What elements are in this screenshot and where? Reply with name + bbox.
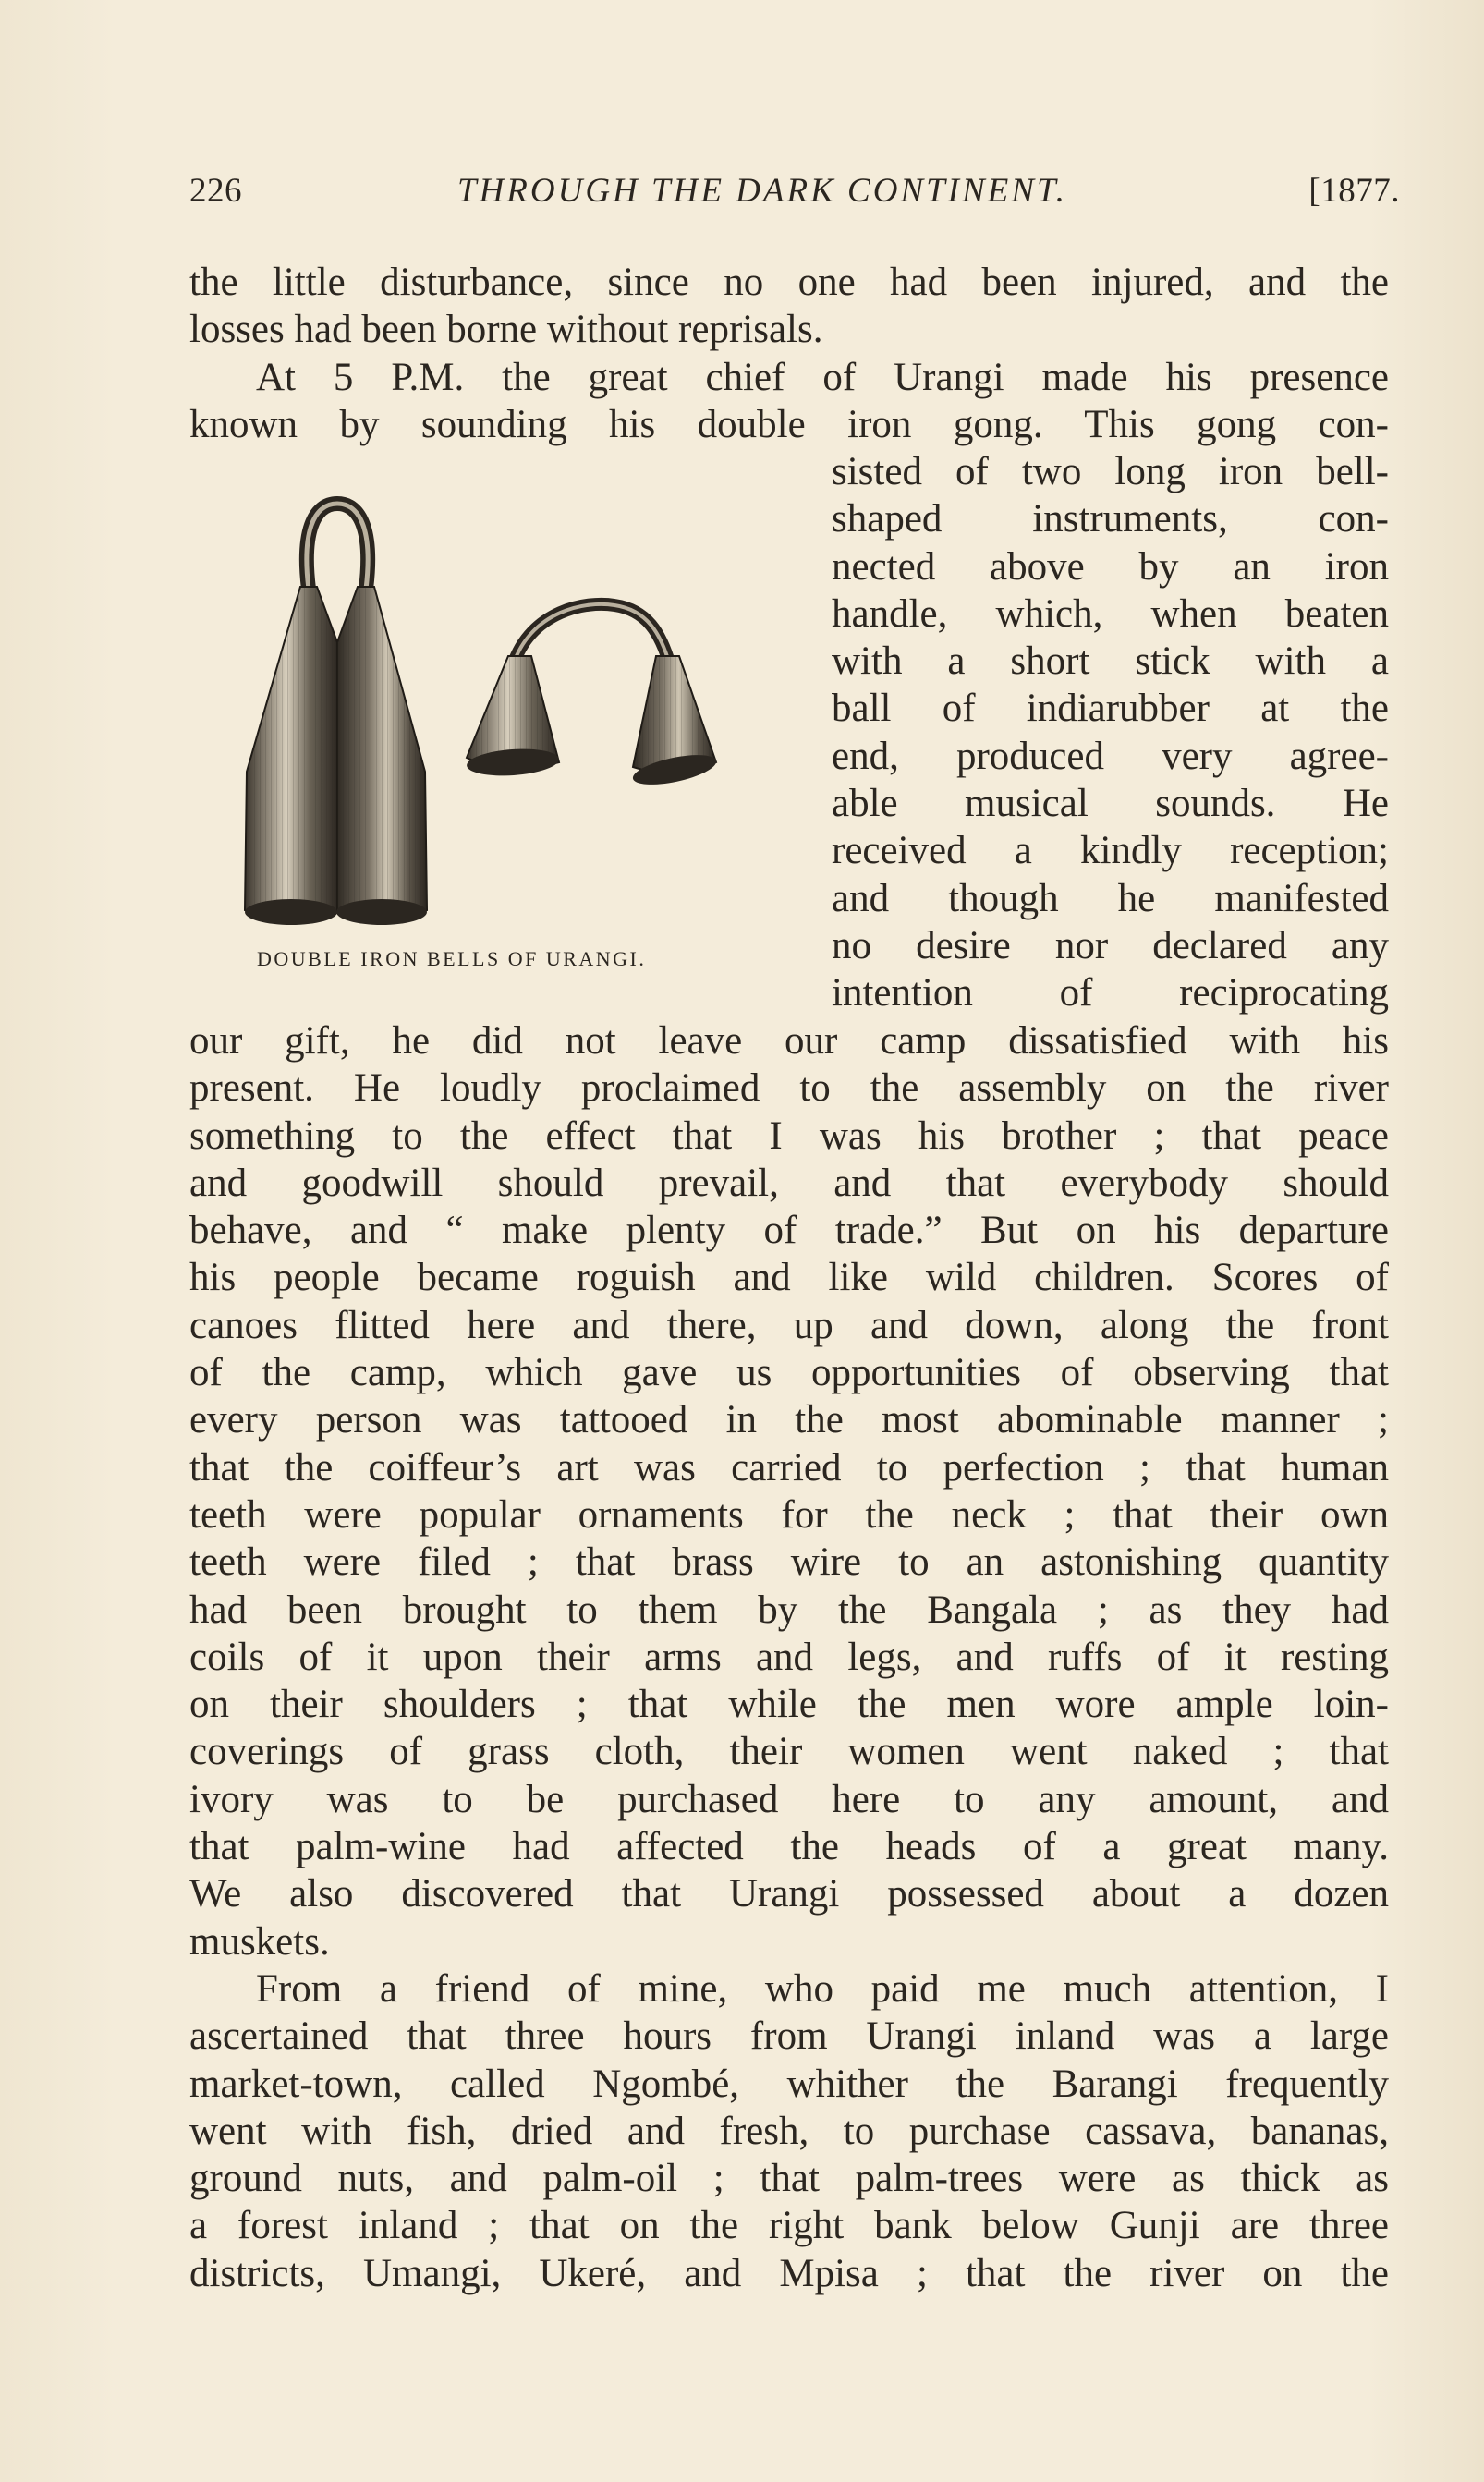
- text-line: muskets.: [189, 1919, 330, 1964]
- text-line: ivory was to be purchased here to any amount, and: [189, 1777, 1389, 1821]
- text-line: coils of it upon their arms and legs, and ruffs of it resting: [189, 1635, 1389, 1679]
- text-line: intention of reciprocating: [832, 971, 1389, 1016]
- text-line: every person was tattooed in the most abominable manner ;: [189, 1398, 1389, 1442]
- text-line: present. He loudly proclaimed to the assembly on the river: [189, 1066, 1389, 1111]
- text-line: and though he manifested: [832, 876, 1389, 920]
- text-line: districts, Umangi, Ukeré, and Mpisa ; that the river on the: [189, 2251, 1389, 2295]
- text-line: of the camp, which gave us opportunities of observing that: [189, 1351, 1389, 1395]
- bells-illustration: [199, 494, 809, 938]
- text-line: with a short stick with a: [832, 639, 1389, 684]
- body-text-beside-figure: [832, 448, 1389, 1017]
- figure-caption: DOUBLE IRON BELLS OF URANGI.: [257, 947, 647, 970]
- text-line: sisted of two long iron bell-: [832, 450, 1389, 493]
- text-line: and goodwill should prevail, and that everybody should: [189, 1161, 1389, 1205]
- text-line: that the coiffeur’s art was carried to perfection ; that human: [189, 1445, 1389, 1490]
- text-line: ball of indiarubber at the: [832, 687, 1389, 731]
- text-line: handle, which, when beaten: [832, 591, 1389, 636]
- text-line: We also discovered that Urangi possessed about a dozen: [189, 1872, 1389, 1916]
- running-title: THROUGH THE DARK CONTINENT.: [457, 172, 1068, 210]
- text-line: something to the effect that I was his brother ; that peace: [189, 1113, 1389, 1158]
- text-line: At 5 P.M. the great chief of Urangi made his presence: [256, 355, 1389, 399]
- upright-bell-pair: [245, 504, 427, 925]
- text-line: known by sounding his double iron gong. This gong con-: [189, 402, 1389, 446]
- text-line: losses had been borne without reprisals.: [189, 308, 823, 352]
- text-line: ascertained that three hours from Urangi inland was a large: [189, 2014, 1389, 2059]
- text-line: no desire nor declared any: [832, 923, 1389, 967]
- lying-bell-pair: [466, 604, 719, 790]
- text-line: a forest inland ; that on the right bank below Gunji are three: [189, 2204, 1389, 2248]
- text-line: teeth were popular ornaments for the neck ; that their own: [189, 1492, 1389, 1537]
- text-line: canoes flitted here and there, up and down, along the front: [189, 1303, 1389, 1347]
- text-line: that palm-wine had affected the heads of a great many.: [189, 1825, 1389, 1869]
- text-line: From a friend of mine, who paid me much attention, I: [256, 1966, 1389, 2011]
- text-line: his people became roguish and like wild children. Scores of: [189, 1256, 1389, 1300]
- body-text-bottom: [189, 1017, 1389, 2297]
- text-line: the little disturbance, since no one had been injured, and the: [189, 261, 1389, 304]
- text-line: behave, and “ make plenty of trade.” But on his departure: [189, 1209, 1389, 1253]
- double-iron-bells-image: [199, 494, 809, 938]
- text-line: ground nuts, and palm-oil ; that palm-trees were as thick as: [189, 2157, 1389, 2201]
- text-line: coverings of grass cloth, their women went naked ; that: [189, 1730, 1389, 1774]
- header-year: [1877.: [1308, 172, 1400, 210]
- text-line: end, produced very agree-: [832, 734, 1389, 778]
- text-line: shaped instruments, con-: [832, 497, 1389, 541]
- text-line: received a kindly reception;: [832, 829, 1389, 873]
- body-text-top: [189, 259, 1389, 448]
- text-line: had been brought to them by the Bangala ; as they had: [189, 1588, 1389, 1632]
- text-line: teeth were filed ; that brass wire to an astonishing quantity: [189, 1540, 1389, 1585]
- text-line: nected above by an iron: [832, 544, 1389, 589]
- running-header: [189, 171, 1400, 213]
- text-line: went with fish, dried and fresh, to purchase cassava, bananas,: [189, 2109, 1389, 2153]
- text-line: our gift, he did not leave our camp dissatisfied with his: [189, 1019, 1389, 1063]
- text-line: on their shoulders ; that while the men wore ample loin-: [189, 1683, 1389, 1727]
- page-number: 226: [189, 172, 242, 210]
- text-line: market-town, called Ngombé, whither the Barangi frequently: [189, 2062, 1389, 2106]
- text-line: able musical sounds. He: [832, 782, 1389, 826]
